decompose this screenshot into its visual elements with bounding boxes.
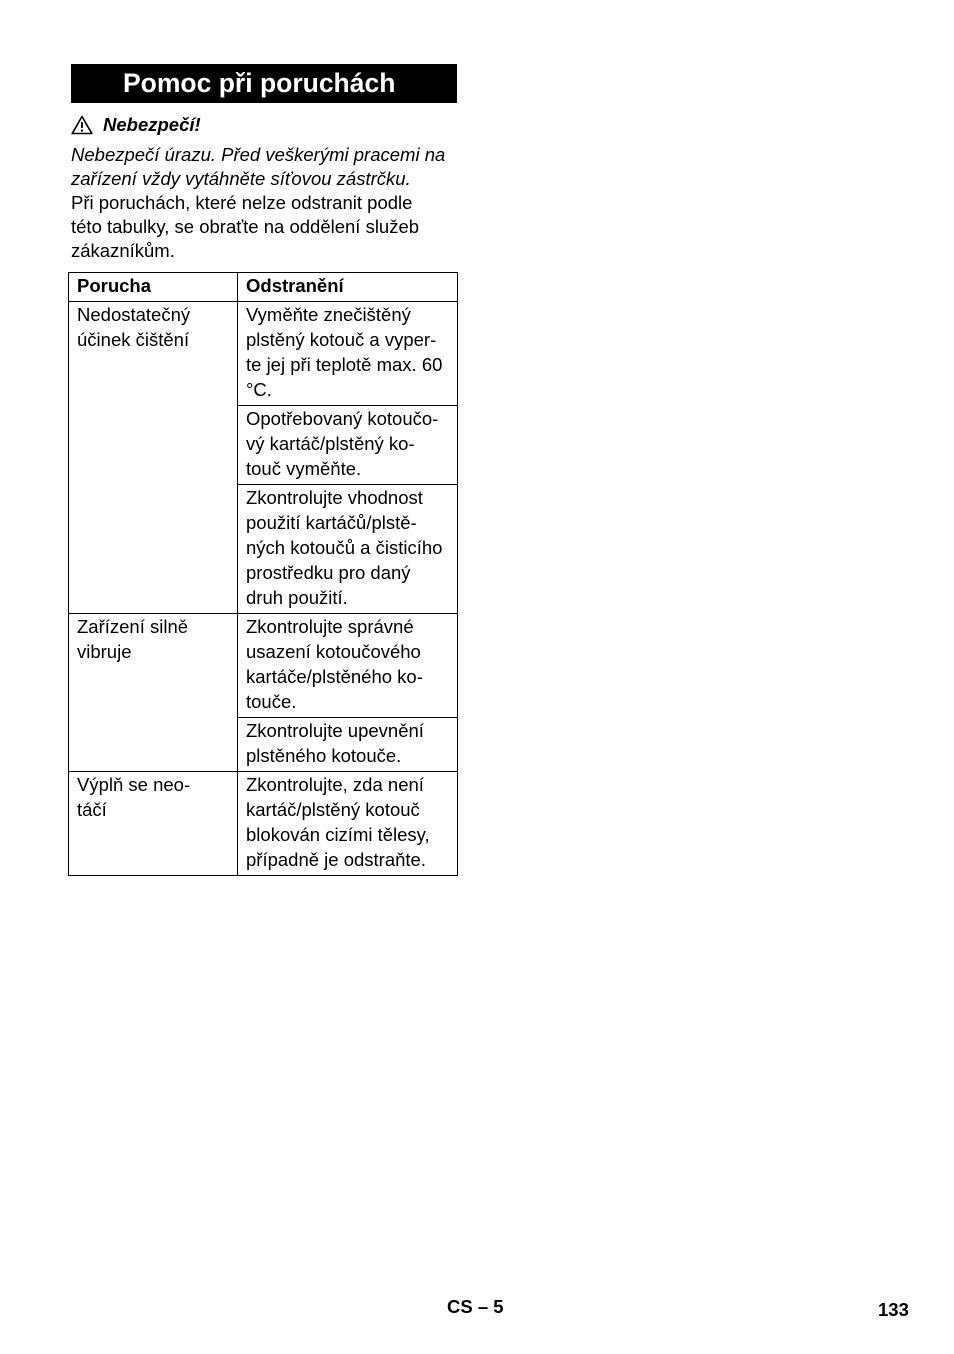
cell-line: vý kartáč/plstěný ko- bbox=[246, 433, 415, 454]
remedy-cell bbox=[238, 772, 458, 876]
table-row bbox=[69, 302, 458, 406]
cell-line: Zařízení silně bbox=[77, 616, 189, 637]
cell-line: prostředku pro daný bbox=[246, 562, 411, 583]
cell-line: Výplň se neo- bbox=[77, 774, 191, 795]
danger-text bbox=[71, 143, 461, 191]
cell-line: touč vyměňte. bbox=[246, 458, 362, 479]
remedy-cell bbox=[238, 406, 458, 485]
remedy-cell bbox=[238, 302, 458, 406]
cell-line: te jej při teplotě max. 60 bbox=[246, 354, 443, 375]
cell-line: blokován cizími tělesy, bbox=[246, 824, 430, 845]
cell-line: táčí bbox=[77, 799, 107, 820]
page-title: Pomoc při poruchách bbox=[123, 68, 396, 98]
cell-line: Zkontrolujte, zda není bbox=[246, 774, 424, 795]
cell-line: Zkontrolujte správné bbox=[246, 616, 414, 637]
cell-line: vibruje bbox=[77, 641, 132, 662]
cell-line: kartáč/plstěný kotouč bbox=[246, 799, 420, 820]
cell-line: usazení kotoučového bbox=[246, 641, 421, 662]
cell-line: Vyměňte znečištěný bbox=[246, 304, 411, 325]
cell-line: účinek čištění bbox=[77, 329, 190, 350]
text-line: Nebezpečí úrazu. Před veškerými pracemi na bbox=[71, 144, 446, 165]
text-line: zařízení vždy vytáhněte síťovou zástrčku. bbox=[71, 168, 411, 189]
text-line: této tabulky, se obraťte na oddělení služeb bbox=[71, 216, 420, 237]
cell-line: plstěného kotouče. bbox=[246, 745, 402, 766]
cell-line: použití kartáčů/plstě- bbox=[246, 512, 417, 533]
remedy-cell bbox=[238, 718, 458, 772]
header-remedy: Odstranění bbox=[238, 273, 458, 302]
fault-cell bbox=[69, 302, 238, 614]
fault-cell bbox=[69, 772, 238, 876]
remedy-cell bbox=[238, 614, 458, 718]
fault-cell bbox=[69, 614, 238, 772]
cell-line: Zkontrolujte upevnění bbox=[246, 720, 424, 741]
intro-text bbox=[71, 191, 461, 263]
remedy-cell bbox=[238, 485, 458, 614]
cell-line: touče. bbox=[246, 691, 297, 712]
footer-page-number: 133 bbox=[878, 1299, 909, 1320]
cell-line: Nedostatečný bbox=[77, 304, 191, 325]
warning-label: Nebezpečí! bbox=[103, 114, 201, 135]
text-line: Při poruchách, které nelze odstranit podle bbox=[71, 192, 413, 213]
header-fault: Porucha bbox=[69, 273, 238, 302]
cell-line: °C. bbox=[246, 379, 272, 400]
cell-line: Opotřebovaný kotoučo- bbox=[246, 408, 439, 429]
table-header-row bbox=[69, 273, 458, 302]
text-line: zákazníkům. bbox=[71, 240, 175, 261]
cell-line: druh použití. bbox=[246, 587, 348, 608]
cell-line: ných kotoučů a čisticího bbox=[246, 537, 443, 558]
section-title-bar bbox=[71, 64, 457, 103]
footer-section-label: CS – 5 bbox=[447, 1296, 504, 1317]
cell-line: plstěný kotouč a vyper- bbox=[246, 329, 437, 350]
warning-triangle-icon bbox=[71, 115, 93, 135]
warning-heading bbox=[71, 113, 201, 137]
cell-line: případně je odstraňte. bbox=[246, 849, 426, 870]
table-row bbox=[69, 772, 458, 876]
cell-line: Zkontrolujte vhodnost bbox=[246, 487, 423, 508]
troubleshooting-table bbox=[68, 272, 458, 876]
table-row bbox=[69, 614, 458, 718]
cell-line: kartáče/plstěného ko- bbox=[246, 666, 423, 687]
